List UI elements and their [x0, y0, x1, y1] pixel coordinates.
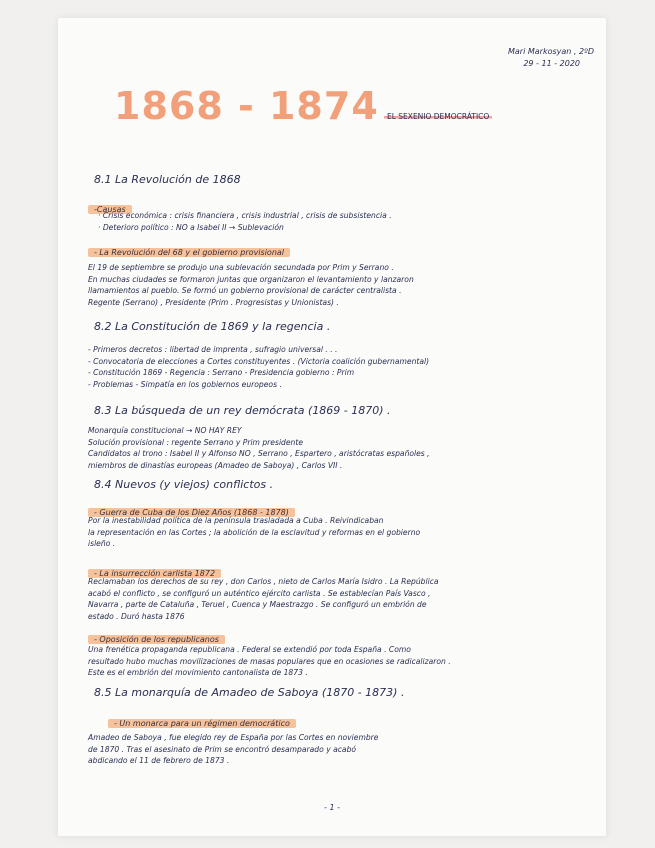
causes-list	[98, 210, 392, 233]
republicans-text	[88, 644, 451, 679]
revolution-label: - La Revolución del 68 y el gobierno provisional	[88, 248, 290, 257]
page-subtitle: EL SEXENIO DEMOCRÁTICO	[384, 112, 492, 121]
text-line: Una frenética propaganda republicana . Federal se extendió por toda España . Como	[88, 645, 411, 654]
cuba-war-text	[88, 515, 420, 550]
text-line: En muchas ciudades se formaron juntas que organizaron el levantamiento y lanzaron	[88, 274, 414, 284]
notebook-page	[58, 18, 606, 836]
text-line: llamamientos al pueblo. Se formó un gobierno provisional de carácter centralista .	[88, 286, 402, 296]
list-item: · Crisis económica : crisis financiera , crisis industrial , crisis de subsistencia .	[98, 211, 392, 220]
note-date: 29 - 11 - 2020	[523, 58, 580, 68]
carlista-text	[88, 576, 439, 622]
text-line: Este es el embrión del movimiento cantonalista de 1873 .	[88, 668, 308, 678]
constitution-list	[88, 344, 429, 390]
amadeo-text	[88, 732, 378, 767]
revolution-text	[88, 262, 414, 308]
text-line: Candidatos al trono : Isabel II y Alfonso NO , Serrano , Espartero , aristócratas españoles ,	[88, 449, 430, 459]
section-heading-8-2: 8.2 La Constitución de 1869 y la regencia .	[94, 320, 331, 333]
list-item: - Constitución 1869 - Regencia : Serrano - Presidencia gobierno : Prim	[88, 368, 355, 378]
author-name: Mari Markosyan , 2ºD	[507, 47, 594, 56]
causes-label: -Causas	[88, 205, 132, 214]
text-line: Amadeo de Saboya , fue elegido rey de España por las Cortes en noviembre	[88, 733, 379, 742]
text-line: Reclamaban los derechos de su rey , don Carlos , nieto de Carlos María Isidro . La República	[88, 577, 439, 586]
section-heading-8-3: 8.3 La búsqueda de un rey demócrata (1869 - 1870) .	[94, 404, 391, 417]
page-number: - 1 -	[324, 803, 340, 812]
text-line: abdicando el 11 de febrero de 1873 .	[88, 756, 230, 766]
text-line: isleño .	[88, 539, 116, 549]
text-line: de 1870 . Tras el asesinato de Prim se encontró desamparado y acabó	[88, 744, 357, 754]
list-item: · Deterioro político : NO a Isabel II → Sublevación	[98, 222, 284, 232]
text-line: acabó el conflicto , se configuró un auténtico ejército carlista . Se establecían País Vasco ,	[88, 588, 431, 598]
text-line: resultado hubo muchas movilizaciones de masas populares que en ocasiones se radicalizaron .	[88, 656, 451, 666]
text-line: la representación en las Cortes ; la abolición de la esclavitud y reformas en el gobierno	[88, 527, 421, 537]
republicans-label: - Oposición de los republicanos	[88, 635, 225, 644]
text-line: Por la inestabilidad política de la península trasladada a Cuba . Reivindicaban	[88, 516, 384, 525]
section-heading-8-1: 8.1 La Revolución de 1868	[94, 173, 241, 186]
author-line	[444, 46, 594, 69]
text-line: Regente (Serrano) , Presidente (Prim . Progresistas y Unionistas) .	[88, 297, 339, 307]
carlista-label: - La insurrección carlista 1872	[88, 569, 221, 578]
list-item: - Convocatoria de elecciones a Cortes constituyentes . (Victoria coalición gubernamental)	[88, 356, 430, 366]
text-line: El 19 de septiembre se produjo una sublevación secundada por Prim y Serrano .	[88, 263, 394, 272]
text-line: Solución provisional : regente Serrano y Prim presidente	[88, 437, 304, 447]
amadeo-label-wrap	[108, 711, 296, 730]
section-heading-8-5: 8.5 La monarquía de Amadeo de Saboya (1870 - 1873) .	[94, 686, 405, 699]
text-line: Monarquía constitucional → NO HAY REY	[88, 426, 242, 435]
section-heading-8-4: 8.4 Nuevos (y viejos) conflictos .	[94, 478, 274, 491]
list-item: - Problemas - Simpatía en los gobiernos europeos .	[88, 379, 282, 389]
page-title: 1868 - 1874	[114, 84, 379, 128]
text-line: estado . Duró hasta 1876	[88, 611, 185, 621]
king-search-text	[88, 425, 430, 471]
cuba-war-label: - Guerra de Cuba de los Diez Años (1868 - 1878)	[88, 508, 295, 517]
text-line: Navarra , parte de Cataluña , Teruel , Cuenca y Maestrazgo . Se configuró un embrión de	[88, 600, 427, 610]
list-item: - Primeros decretos : libertad de imprenta , sufragio universal . . .	[88, 345, 338, 354]
amadeo-label: - Un monarca para un régimen democrático	[108, 719, 296, 728]
text-line: miembros de dinastías europeas (Amadeo de Saboya) , Carlos VII .	[88, 460, 343, 470]
revolution-label-wrap	[88, 240, 290, 259]
